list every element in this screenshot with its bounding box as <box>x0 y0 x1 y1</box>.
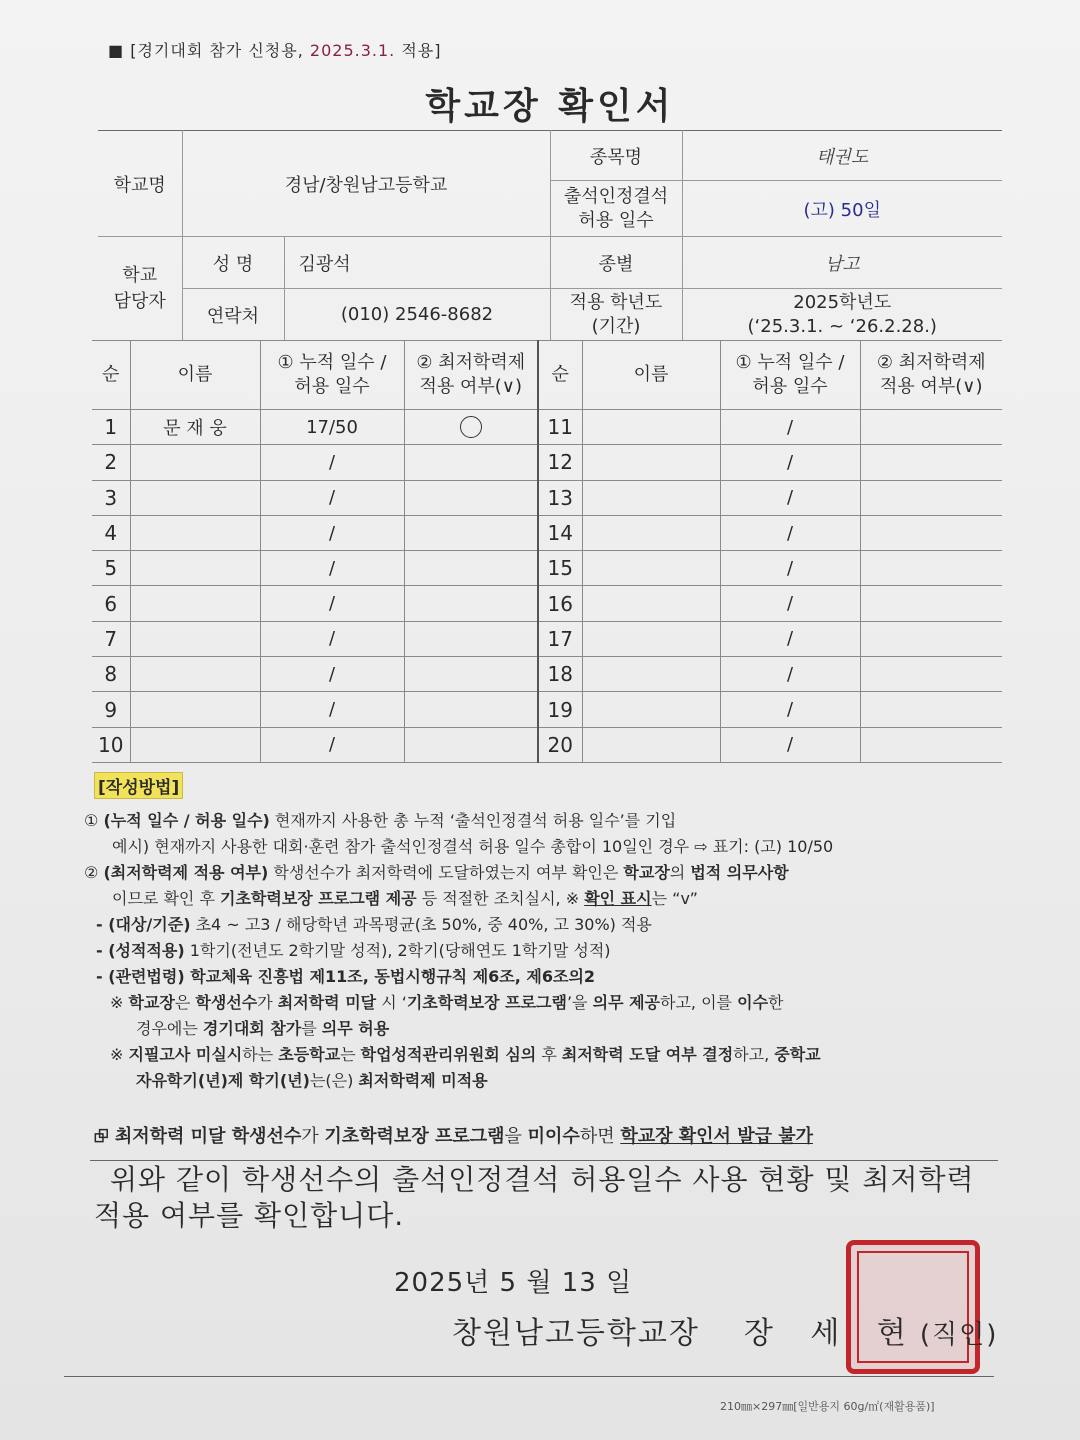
signer-line <box>452 1308 998 1352</box>
year-label-1: 적용 학년도 <box>569 291 663 313</box>
confirm-line-2: 적용 여부를 확인합니다. <box>94 1199 405 1232</box>
row-academic-check <box>860 727 1002 762</box>
row-name <box>130 657 260 692</box>
row-number: 2 <box>92 445 130 480</box>
contact-value: (010) 2546-8682 <box>284 289 550 341</box>
year-label <box>550 289 682 341</box>
header-academic-2: 적용 여부(∨) <box>419 376 522 397</box>
row-number: 15 <box>538 551 582 586</box>
table-row <box>92 586 1002 621</box>
guide-note-1-j: 의무 제공 <box>592 993 661 1012</box>
manager-label-1: 학교 <box>122 264 158 286</box>
info-table <box>98 130 1002 341</box>
header-academic-right-1: ② 최저학력제 <box>876 352 986 373</box>
row-days: / <box>260 480 404 515</box>
row-name <box>130 551 260 586</box>
row-academic-check <box>404 586 538 621</box>
row-academic-check <box>404 692 538 727</box>
row-number: 18 <box>538 657 582 692</box>
row-days: / <box>720 551 860 586</box>
row-days: / <box>720 727 860 762</box>
guide-item-2-text-g: 등 적절한 조치실시, ※ <box>416 889 585 908</box>
confirmation-text <box>94 1162 994 1234</box>
confirm-line-1: 위와 같이 학생선수의 출석인정결석 허용일수 사용 현황 및 최저학력 <box>110 1163 975 1196</box>
row-number: 6 <box>92 586 130 621</box>
guide-note-2-a: ※ <box>110 1045 129 1064</box>
guide-item-1-text: 현재까지 사용한 총 누적 ‘출석인정결석 허용 일수’를 기입 <box>269 811 677 830</box>
header-days-right-1: ① 누적 일수 / <box>735 352 845 373</box>
signer-name: 장 세 현 <box>743 1316 920 1351</box>
roster-table <box>92 340 1002 763</box>
name-label: 성 명 <box>182 237 284 289</box>
guide-note-2-j: 중학교 <box>774 1045 821 1064</box>
row-name <box>582 657 720 692</box>
guide-item-2-text-c: 의 <box>669 863 691 882</box>
guide-bullet-target-label: - (대상/기준) <box>96 915 191 934</box>
guide-note-2-c: 하는 <box>242 1045 279 1064</box>
year-value-1: 2025학년도 <box>793 291 892 313</box>
row-academic-check <box>860 657 1002 692</box>
guide-bullet-grades <box>84 938 1004 964</box>
guide-note-1-h: 기초학력보장 프로그램 <box>406 993 567 1012</box>
row-name <box>130 480 260 515</box>
header-note <box>108 38 442 61</box>
guide-note-2-cont <box>84 1068 1004 1094</box>
allowed-days-label <box>550 181 682 237</box>
row-name <box>130 445 260 480</box>
row-number: 8 <box>92 657 130 692</box>
guide-note-1-cont <box>84 1016 1004 1042</box>
guide-bullet-target-text: 초4 ~ 고3 / 해당학년 과목평균(초 50%, 중 40%, 고 30%) 적용 <box>190 915 652 934</box>
row-name <box>130 727 260 762</box>
guide-note-2-k: 자유학기(년)제 학기(년) <box>136 1071 310 1090</box>
guide-note-1-e: 가 <box>257 993 278 1012</box>
table-row <box>92 727 1002 762</box>
guide-note-1-p: 를 <box>301 1019 322 1038</box>
guide-bullet-law-text: 학교체육 진흥법 제11조, 동법시행규칙 제6조, 제6조의2 <box>184 967 596 986</box>
row-number: 7 <box>92 621 130 656</box>
guide-note-1-k: 하고, 이를 <box>660 993 738 1012</box>
guide-note-1-l: 이수 <box>737 993 769 1012</box>
row-academic-check <box>860 692 1002 727</box>
guide-bullet-grades-label: - (성적적용) <box>96 941 185 960</box>
row-days: / <box>260 586 404 621</box>
header-note-suffix: 적용] <box>395 41 442 60</box>
row-days: / <box>260 657 404 692</box>
row-name <box>582 621 720 656</box>
row-academic-check <box>860 445 1002 480</box>
row-number: 13 <box>538 480 582 515</box>
guide-title: [작성방법] <box>94 772 183 799</box>
header-name-right: 이름 <box>582 341 720 410</box>
row-name <box>130 586 260 621</box>
signer-school: 창원남고등학교장 <box>452 1316 700 1351</box>
guide-note-1-o: 경기대회 참가 <box>202 1019 302 1038</box>
row-number: 10 <box>92 727 130 762</box>
guide-bullet-target <box>84 912 1004 938</box>
guide-note-2-b: 지필고사 미실시 <box>128 1045 243 1064</box>
notice-b: 가 <box>301 1126 325 1147</box>
row-days: / <box>260 692 404 727</box>
guide-note-1-a: ※ <box>110 993 129 1012</box>
row-academic-check <box>860 515 1002 550</box>
allowed-days-value: (고) 50일 <box>682 181 1002 237</box>
guide-note-2-f: 학업성적관리위원회 심의 <box>360 1045 537 1064</box>
notice-c: 기초학력보장 프로그램 <box>324 1126 505 1147</box>
row-academic-check <box>860 480 1002 515</box>
row-academic-check <box>860 410 1002 445</box>
guide-item-2-text-b: 학교장 <box>623 863 670 882</box>
guide-note-1 <box>84 990 1004 1016</box>
row-name <box>582 445 720 480</box>
guide-item-2-text-a: 학생선수가 최저학력에 도달하였는지 여부 확인은 <box>268 863 624 882</box>
guide-item-1-example: 예시) 현재까지 사용한 대회·훈련 참가 출석인정결석 허용 일수 총합이 10일인 경우 ⇨ 표기: (고) 10/50 <box>112 837 834 856</box>
row-name <box>582 410 720 445</box>
row-name <box>130 692 260 727</box>
guide-item-2-cont <box>84 886 1004 912</box>
row-days: / <box>260 551 404 586</box>
table-row <box>92 692 1002 727</box>
header-note-prefix: ■ [경기대회 참가 신청용, <box>108 41 310 60</box>
header-academic-1: ② 최저학력제 <box>416 352 526 373</box>
table-row <box>92 480 1002 515</box>
issue-date: 2025년 5 월 13 일 <box>394 1268 633 1298</box>
guide-note-2-m: 최저학력제 미적용 <box>358 1071 488 1090</box>
guide-item-2-bold: (최저학력제 적용 여부) <box>103 863 269 882</box>
guide-note-2-e: 는 <box>340 1045 361 1064</box>
guide-note-2-g: 후 <box>536 1045 562 1064</box>
guide-item-2-text-d: 법적 의무사항 <box>690 863 789 882</box>
school-label: 학교명 <box>98 131 182 237</box>
row-academic-check <box>860 551 1002 586</box>
row-academic-check <box>404 445 538 480</box>
circle-check-icon <box>460 416 482 438</box>
signer-tag: (직인) <box>919 1320 999 1350</box>
row-days: / <box>260 727 404 762</box>
row-days: / <box>720 480 860 515</box>
allowed-days-label-1: 출석인정결석 <box>563 185 669 207</box>
row-days: / <box>720 657 860 692</box>
row-days: 17/50 <box>260 410 404 445</box>
row-name <box>582 480 720 515</box>
guide-section <box>84 808 1004 1094</box>
notice-line <box>94 1122 813 1154</box>
contact-label: 연락처 <box>182 289 284 341</box>
row-academic-check <box>404 515 538 550</box>
guide-item-2-text-f: 기초학력보장 프로그램 제공 <box>220 889 417 908</box>
table-row <box>92 410 1002 445</box>
guide-note-2-d: 초등학교 <box>278 1045 341 1064</box>
row-name <box>582 692 720 727</box>
row-number: 12 <box>538 445 582 480</box>
official-seal-stamp <box>846 1240 980 1374</box>
guide-note-1-f: 최저학력 미달 <box>277 993 377 1012</box>
table-row <box>92 621 1002 656</box>
manager-label <box>98 237 182 341</box>
guide-note-1-n: 경우에는 <box>136 1019 203 1038</box>
year-label-2: (기간) <box>591 315 641 337</box>
roster-body <box>92 410 1002 763</box>
guide-item-2-text-i: 는 “v” <box>651 889 698 908</box>
page-title: 학교장 확인서 <box>425 86 675 127</box>
notice-e: 미이수 <box>527 1126 580 1147</box>
row-name <box>130 621 260 656</box>
row-name <box>130 515 260 550</box>
guide-note-1-m: 한 <box>768 993 784 1012</box>
guide-note-1-b: 학교장 <box>128 993 175 1012</box>
header-no: 순 <box>92 341 130 410</box>
guide-note-1-q: 의무 허용 <box>321 1019 390 1038</box>
row-academic-check <box>404 410 538 445</box>
guide-item-1-bold: (누적 일수 / 허용 일수) <box>103 811 270 830</box>
row-number: 16 <box>538 586 582 621</box>
guide-note-2-i: 하고, <box>733 1045 775 1064</box>
row-name <box>582 515 720 550</box>
header-days-1: ① 누적 일수 / <box>277 352 387 373</box>
row-days: / <box>720 621 860 656</box>
header-note-date: 2025.3.1. <box>309 41 396 60</box>
table-row <box>92 657 1002 692</box>
header-academic-right-2: 적용 여부(∨) <box>880 376 983 397</box>
notice-d: 을 <box>504 1126 528 1147</box>
header-no-right: 순 <box>538 341 582 410</box>
row-days: / <box>720 410 860 445</box>
row-days: / <box>720 586 860 621</box>
row-academic-check <box>404 727 538 762</box>
guide-note-2-l: 는(은) <box>309 1071 359 1090</box>
year-value-2: (‘25.3.1. ~ ‘26.2.28.) <box>747 315 937 337</box>
row-academic-check <box>404 657 538 692</box>
guide-bullet-grades-text: 1학기(전년도 2학기말 성적), 2학기(당해연도 1학기말 성적) <box>184 941 611 960</box>
header-days-right-2: 허용 일수 <box>752 376 828 397</box>
row-number: 3 <box>92 480 130 515</box>
row-academic-check <box>404 551 538 586</box>
row-number: 14 <box>538 515 582 550</box>
guide-note-2-h: 최저학력 도달 여부 결정 <box>561 1045 734 1064</box>
guide-note-1-d: 학생선수 <box>195 993 258 1012</box>
row-number: 17 <box>538 621 582 656</box>
header-days-2: 허용 일수 <box>294 376 370 397</box>
row-name <box>582 551 720 586</box>
row-days: / <box>720 445 860 480</box>
row-number: 1 <box>92 410 130 445</box>
row-days: / <box>720 692 860 727</box>
gender-label: 종별 <box>550 237 682 289</box>
guide-note-1-i: ’을 <box>566 993 593 1012</box>
divider-top <box>90 1160 998 1161</box>
notice-a: 최저학력 미달 학생선수 <box>114 1126 302 1147</box>
header-academic <box>404 341 538 410</box>
table-row <box>92 515 1002 550</box>
row-number: 19 <box>538 692 582 727</box>
allowed-days-label-2: 허용 일수 <box>578 209 654 231</box>
name-value: 김광석 <box>284 237 550 289</box>
header-name: 이름 <box>130 341 260 410</box>
paper-spec-footer: 210㎜×297㎜[일반용지 60g/㎡(재활용품)] <box>720 1400 935 1413</box>
row-days: / <box>260 515 404 550</box>
guide-note-1-g: 시 ‘ <box>376 993 407 1012</box>
sport-label: 종목명 <box>550 131 682 181</box>
row-number: 20 <box>538 727 582 762</box>
row-name <box>582 586 720 621</box>
notice-g: 학교장 확인서 발급 불가 <box>620 1126 814 1147</box>
row-academic-check <box>404 621 538 656</box>
row-number: 5 <box>92 551 130 586</box>
sport-value: 태권도 <box>682 131 1002 181</box>
row-days: / <box>260 445 404 480</box>
header-days-right <box>720 341 860 410</box>
row-academic-check <box>860 621 1002 656</box>
guide-item-2 <box>84 860 1004 886</box>
table-row <box>92 551 1002 586</box>
guide-item-1-num: ① <box>84 811 99 830</box>
guide-item-2-text-e: 이므로 확인 후 <box>112 889 220 908</box>
guide-item-1 <box>84 808 1004 834</box>
arrow-box-icon: ⮺ <box>94 1126 109 1147</box>
manager-label-2: 담당자 <box>113 290 166 312</box>
year-value <box>682 289 1002 341</box>
row-number: 4 <box>92 515 130 550</box>
divider-bottom <box>64 1376 994 1377</box>
guide-item-2-text-h: 확인 표시 <box>584 889 652 908</box>
header-academic-right <box>860 341 1002 410</box>
guide-bullet-law-label: - (관련법령) <box>96 967 185 986</box>
header-days <box>260 341 404 410</box>
gender-value: 남고 <box>682 237 1002 289</box>
row-name <box>582 727 720 762</box>
guide-item-2-num: ② <box>84 863 99 882</box>
guide-note-2 <box>84 1042 1004 1068</box>
row-number: 11 <box>538 410 582 445</box>
guide-bullet-law <box>84 964 1004 990</box>
row-academic-check <box>860 586 1002 621</box>
row-number: 9 <box>92 692 130 727</box>
row-name: 문 재 웅 <box>130 410 260 445</box>
notice-f: 하면 <box>579 1126 621 1147</box>
guide-note-1-c: 은 <box>174 993 196 1012</box>
table-row <box>92 445 1002 480</box>
row-days: / <box>260 621 404 656</box>
row-academic-check <box>404 480 538 515</box>
row-days: / <box>720 515 860 550</box>
school-value: 경남/창원남고등학교 <box>182 131 550 237</box>
